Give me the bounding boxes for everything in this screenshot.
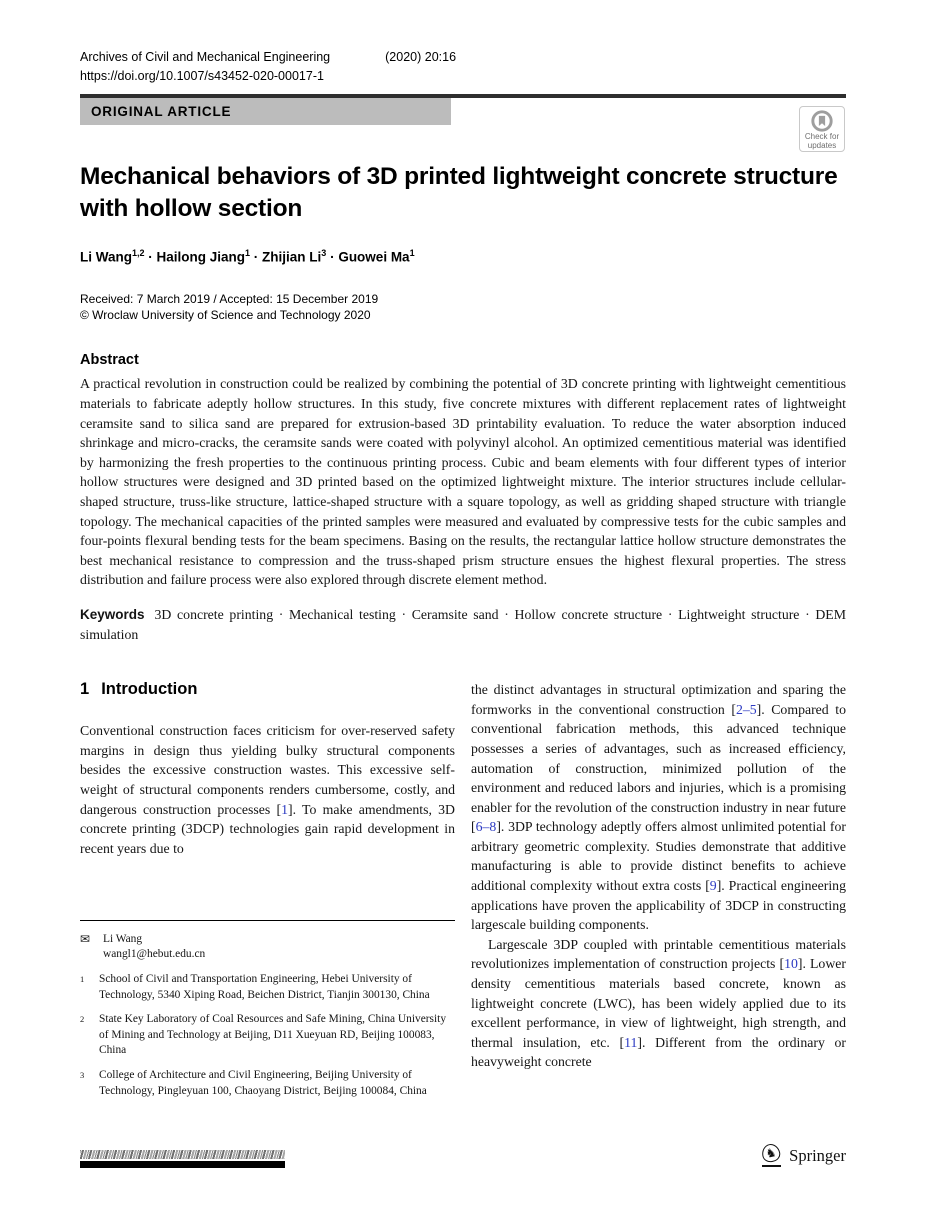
received-accepted-line: Received: 7 March 2019 / Accepted: 15 December 2019 <box>80 291 379 306</box>
speckle-band <box>80 1150 285 1159</box>
springer-logo <box>762 1144 846 1168</box>
left-column <box>80 680 455 1099</box>
affiliation-3 <box>80 1068 455 1099</box>
keywords-line <box>80 605 846 644</box>
journal-name: Archives of Civil and Mechanical Engineering <box>80 50 331 64</box>
author-line: Li Wang$^{1,2}$ · Hailong Jiang$^1$ · Zhijian $Li^3$ · Guowei Ma$^1$ <box>80 248 415 265</box>
copyright-line: © Wroclaw University of Science and Technology 2020 <box>80 308 371 323</box>
doi-link[interactable]: https://doi.org/10.1007/s43452-020-00017-1 <box>80 69 324 83</box>
print-registration-mark <box>80 1150 285 1168</box>
abstract-heading: Abstract <box>80 352 139 369</box>
affiliation-text: State Key Laboratory of Coal Resources and Safe Mining, China University of Mining and Technology at Beijing, D11 Xueyuan RD, Beijing 100083, China <box>99 1013 447 1057</box>
right-column <box>471 680 846 1099</box>
article-type-row <box>80 98 846 151</box>
section-number: 1 <box>80 680 90 699</box>
envelope-icon: ✉ <box>80 931 91 946</box>
section-heading-introduction <box>80 680 455 699</box>
affiliation-marker: 3 <box>80 1069 85 1080</box>
intro-paragraph-left: Conventional construction faces criticism for over-reserved safety margins in design thus yielding bulky structural components besides the excessive construction wastes. This excessive self-weight of structural components renders cumbersome, costly, and dangerous construction processes [1]. To make amendments, 3D concrete printing (3DCP) technologies gain rapid development in recent years due to <box>80 723 456 856</box>
section-title: Introduction <box>101 680 198 699</box>
intro-paragraph-right-1: the distinct advantages in structural optimization and sparing the formworks in the conventional construction [2–5]. Compared to conventional fabrication methods, this advanced technique possesses a series of advantages, such as increased efficiency, automation of construction, minimized pollution of the environment and reduced labors and injuries, which is a promising enabler for the revolution of the construction industry in near future [6–8]. 3DP technology adeptly offers almost unlimited potential for arbitrary geometric complexity. Studies demonstrate that additive manufacturing is able to provide distinct benefits to achieve additional complexity without extra costs [9]. Practical engineering applications have proven the applicability of 3DCP in constructing largescale building components. <box>471 682 846 933</box>
crossmark-icon <box>811 110 833 132</box>
affiliation-2 <box>80 1012 455 1059</box>
body-columns <box>80 680 846 1099</box>
intro-paragraph-right-2: Largescale 3DP coupled with printable cementitious materials revolutionizes implementation of construction projects [10]. Lower density cementitious materials based concrete, known as lightweight concrete (LWC), has been widely applied due to its excellent performance, in view of lightweight, high strength, and thermal insulation, etc. [11]. Different from the ordinary or heavyweight concrete <box>471 936 846 1070</box>
keywords-text: 3D concrete printing · Mechanical testing · Ceramsite sand · Hollow concrete structure · Lightweight structure · DEM simulation <box>80 606 846 642</box>
correspondence <box>80 932 455 963</box>
keywords-label: Keywords <box>80 606 145 622</box>
check-for-updates-badge[interactable] <box>799 106 845 152</box>
check-badge-text: Check for updates <box>804 132 840 151</box>
affiliation-marker: 1 <box>80 973 85 984</box>
affiliation-text: School of Civil and Transportation Engineering, Hebei University of Technology, 5340 Xiping Road, Beichen District, Tianjin 300130, China <box>99 972 430 1001</box>
journal-issue: (2020) 20:16 <box>385 50 457 64</box>
black-bar <box>80 1161 285 1168</box>
affiliation-1 <box>80 972 455 1003</box>
abstract-text: A practical revolution in construction could be realized by combining the potential of 3D concrete printing with lightweight cementitious materials to fabricate adeptly hollow structures. In this study, five concrete mixtures with different replacement rates of lightweight ceramsite sand to silica sand are prepared for extrusion-based 3D printability evaluation. To reduce the water absorption induced shrinkage and micro-cracks, the ceramsite sands were coated with polyvinyl alcohol. An optimized cementitious material was identified by harmonizing the fresh properties to the continuous printing process. Cubic and beam elements with four different types of interior hollow structures were designed and 3D printed based on the optimized lightweight mixture. The interior structures include cellular-shaped structure, truss-like structure, lattice-shaped structure with a square topology, as well as gridding shaped structure with triangle topology. The mechanical capacities of the printed samples were measured and evaluated by compressive tests for the cubic samples and four-points flexural bending tests for the beam specimens. Basing on the results, the rectangular lattice hollow structure demonstrates the best mechanical resistance to compression and the truss-shaped prism structure ensues the highest flexural properties. The stress distribution and failure process were also explored through discrete element method. <box>80 376 846 588</box>
affiliation-text: College of Architecture and Civil Engineering, Beijing University of Technology, Pingleyuan 100, Chaoyang District, Beijing 100084, China <box>99 1068 427 1097</box>
correspondence-details <box>103 932 205 963</box>
affiliation-marker: 2 <box>80 1014 85 1025</box>
correspondence-email[interactable]: wangl1@hebut.edu.cn <box>103 948 206 961</box>
footnote-block <box>80 920 455 1099</box>
springer-wordmark: Springer <box>789 1146 846 1165</box>
springer-horse-icon: ♞ <box>762 1144 782 1168</box>
page-title: Mechanical behaviors of 3D printed lightweight concrete structure with hollow section <box>80 163 838 223</box>
journal-header <box>80 50 846 65</box>
correspondence-name: Li Wang <box>103 932 143 945</box>
article-type-label: ORIGINAL ARTICLE <box>80 98 451 125</box>
page-footer <box>80 1144 846 1168</box>
